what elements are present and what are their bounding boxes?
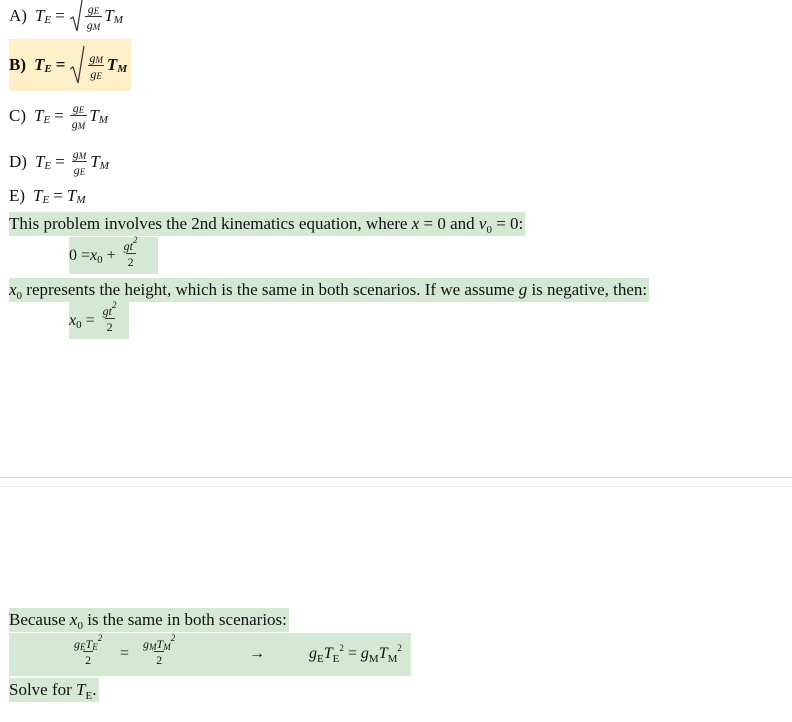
page-divider bbox=[0, 486, 792, 487]
ratio-equation: gETE$^2$ 2 = gMTM$^2$ 2 → $g_ET_E^2 = g_MT_M^2$ bbox=[9, 633, 411, 676]
height-equation: x 0 = $\frac{gt^2}{2}$ bbox=[69, 302, 129, 339]
option-c[interactable]: C) T E = $\frac{gE}{gM}$ T M bbox=[9, 101, 108, 131]
option-label: B) bbox=[9, 55, 26, 74]
arrow: → bbox=[249, 645, 265, 662]
sqrt: $\frac{gE}{gM}$ bbox=[69, 0, 105, 33]
option-e[interactable]: E) T E = T M bbox=[9, 186, 86, 206]
result-equation: $g_ET_E^2 = g_MT_M^2$ bbox=[309, 643, 402, 665]
option-d[interactable]: D) T E = $\frac{gM}{gE}$ T M bbox=[9, 147, 109, 177]
sqrt: $\frac{gM}{gE}$ bbox=[69, 45, 107, 85]
explanation-height: $x_0$ represents the height, which is the same in both scenarios. If we assume g is negative, then: bbox=[9, 280, 648, 302]
explanation-solve: Solve for $T_E$. bbox=[9, 680, 97, 702]
option-label: C) bbox=[9, 106, 26, 125]
option-label: A) bbox=[9, 6, 27, 25]
explanation-because: Because $x_0$ is the same in both scenarios: bbox=[9, 610, 287, 632]
page-divider bbox=[0, 477, 792, 478]
option-a[interactable]: A) T E = $\frac{gE}{gM}$ T M bbox=[9, 0, 123, 36]
option-label: D) bbox=[9, 152, 27, 171]
explanation-intro: This problem involves the 2nd kinematics equation, where x = 0 and $v_0 = 0$: bbox=[9, 214, 524, 236]
fraction: $\frac{gM}{gE}$ bbox=[72, 147, 87, 177]
fraction: $\frac{gE}{gM}$ bbox=[71, 101, 86, 131]
kinematics-equation: 0 = x 0 + $\frac{gt^2}{2}$ bbox=[69, 237, 158, 274]
option-label: E) bbox=[9, 186, 26, 205]
option-b-selected[interactable]: B) T E = $\frac{gM}{gE}$ T M bbox=[9, 39, 131, 91]
